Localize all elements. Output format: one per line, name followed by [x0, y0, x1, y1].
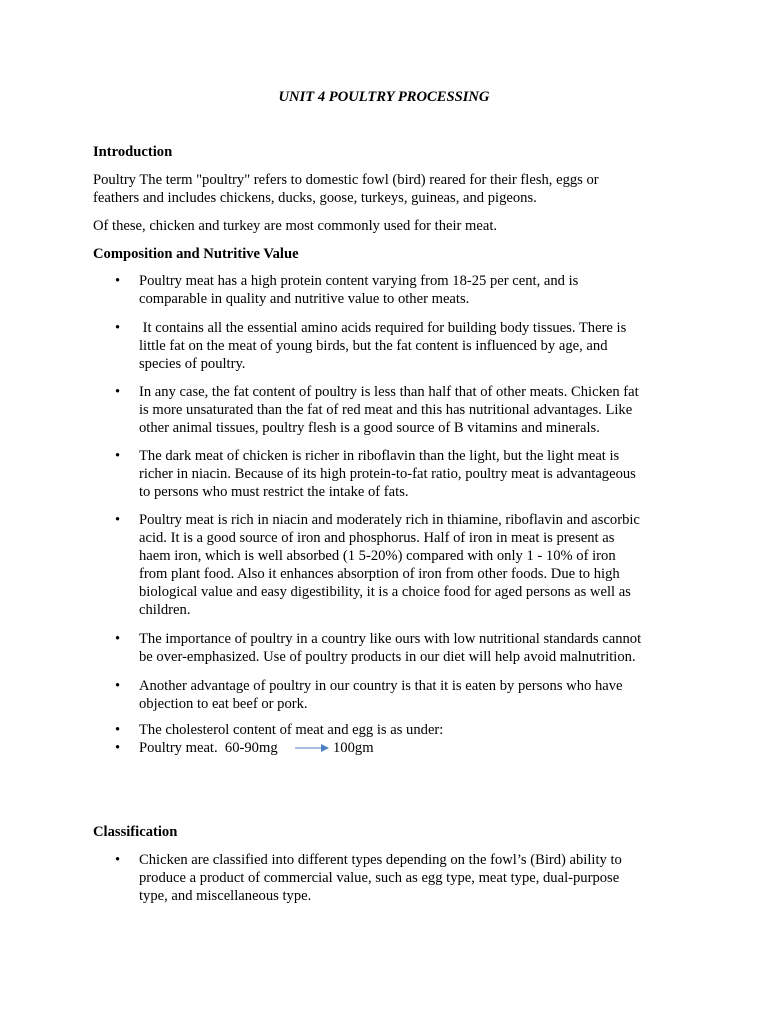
text-line: type, and miscellaneous type. [139, 888, 312, 904]
text-line: other animal tissues, poultry flesh is a good source of B vitamins and minerals. [139, 420, 600, 436]
text-line: to persons who must restrict the intake of fats. [139, 484, 409, 500]
bullet-icon: • [115, 722, 121, 738]
text-line: The cholesterol content of meat and egg is as under: [139, 722, 444, 738]
text-line: produce a product of commercial value, such as egg type, meat type, dual-purpose [139, 870, 620, 886]
text-line: Chicken are classified into different types depending on the fowl’s (Bird) ability to [139, 852, 622, 868]
bullet-icon: • [115, 273, 121, 289]
classification-heading: Classification [93, 824, 178, 840]
bullet-icon: • [115, 448, 121, 464]
cholesterol-label: Poultry meat. 60-90mg [139, 740, 278, 756]
text-line: biological value and easy digestibility, it is a choice food for aged persons as well as [139, 584, 631, 600]
text-line: feathers and includes chickens, ducks, goose, turkeys, guineas, and pigeons. [93, 190, 537, 206]
text-line: comparable in quality and nutritive value to other meats. [139, 291, 470, 307]
text-line: Poultry meat has a high protein content varying from 18-25 per cent, and is [139, 273, 579, 289]
bullet-icon: • [115, 320, 121, 336]
text-line: Poultry meat is rich in niacin and moderately rich in thiamine, riboflavin and ascorbic [139, 512, 640, 528]
text-line: It contains all the essential amino acids required for building body tissues. There is [139, 320, 627, 336]
bullet-icon: • [115, 740, 121, 756]
introduction-paragraph-2: Of these, chicken and turkey are most commonly used for their meat. [93, 218, 498, 234]
text-line: acid. It is a good source of iron and phosphorus. Half of iron in meat is present as [139, 530, 615, 546]
text-line: Poultry The term "poultry" refers to domestic fowl (bird) reared for their flesh, eggs or [93, 172, 599, 188]
composition-heading: Composition and Nutritive Value [93, 246, 299, 262]
text-line: children. [139, 602, 191, 618]
text-line: objection to eat beef or pork. [139, 696, 308, 712]
text-line: Another advantage of poultry in our country is that it is eaten by persons who have [139, 678, 623, 694]
introduction-heading: Introduction [93, 144, 173, 160]
bullet-icon: • [115, 631, 121, 647]
text-line: from plant food. Also it enhances absorption of iron from other foods. Due to high [139, 566, 620, 582]
text-line: The dark meat of chicken is richer in riboflavin than the light, but the light meat is [139, 448, 620, 464]
cholesterol-row [115, 739, 515, 757]
text-line: is more unsaturated than the fat of red meat and this has nutritional advantages. Like [139, 402, 633, 418]
text-line: haem iron, which is well absorbed (1 5-20%) compared with only 1 - 10% of iron [139, 548, 616, 564]
text-line: little fat on the meat of young birds, but the fat content is influenced by age, and [139, 338, 608, 354]
introduction-paragraph-1 [93, 171, 653, 207]
text-line: be over-emphasized. Use of poultry products in our diet will help avoid malnutrition. [139, 649, 636, 665]
text-line: richer in niacin. Because of its high protein-to-fat ratio, poultry meat is advantageous [139, 466, 636, 482]
bullet-icon: • [115, 512, 121, 528]
text-line: The importance of poultry in a country like ours with low nutritional standards cannot [139, 631, 642, 647]
bullet-icon: • [115, 384, 121, 400]
text-line: In any case, the fat content of poultry is less than half that of other meats. Chicken fat [139, 384, 639, 400]
page-title: UNIT 4 POULTRY PROCESSING [278, 89, 490, 105]
bullet-icon: • [115, 852, 121, 868]
bullet-icon: • [115, 678, 121, 694]
right-arrow-icon [295, 742, 329, 754]
text-line: species of poultry. [139, 356, 246, 372]
cholesterol-value: 100gm [333, 740, 374, 756]
